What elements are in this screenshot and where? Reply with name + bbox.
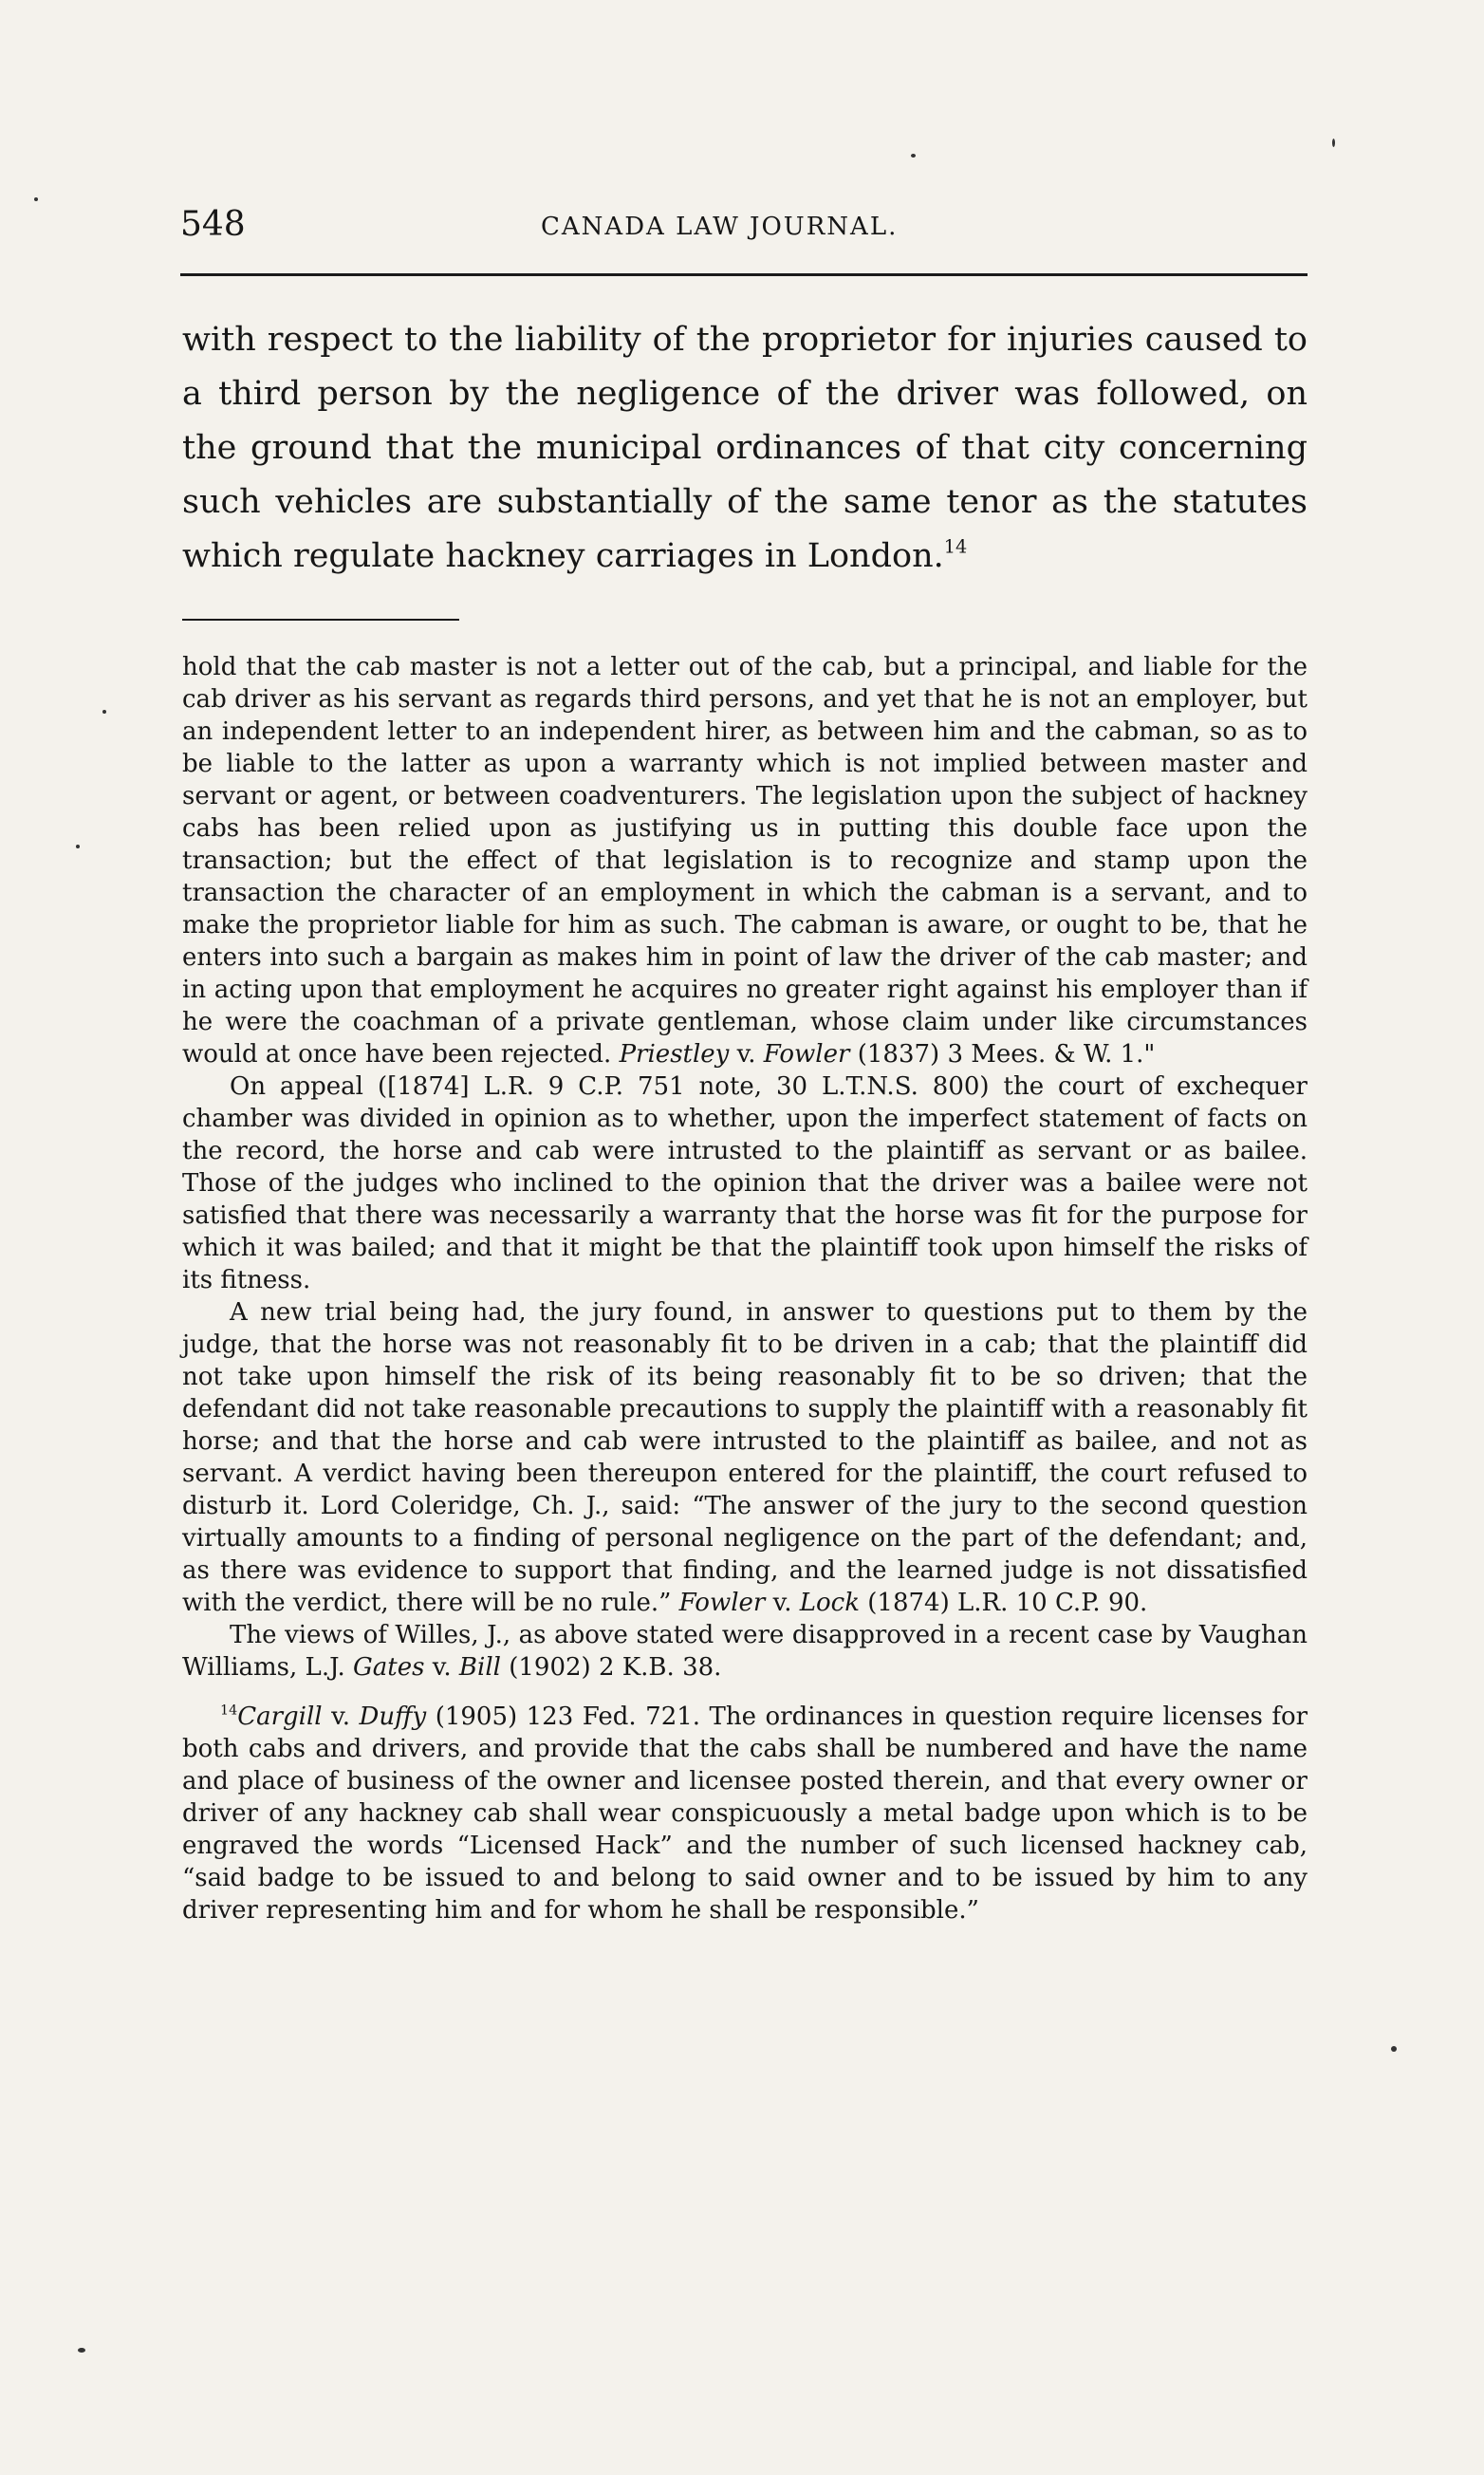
main-paragraph-text: with respect to the liability of the proprietor for injuries caused to a third person by the negligence of the driver was followed, on the ground that the municipal ordinances of that city concerning such vehicles are substantially of the same tenor as the statutes which regulate hackney carriages in London.: [182, 321, 1308, 575]
scan-speck: [911, 154, 916, 158]
footnote-appeal-text: On appeal ([1874] L.R. 9 C.P. 751 note, 30 L.T.N.S. 800) the court of exchequer chamber was divided in opinion as to whether, upon the imperfect statement of facts on the record, the horse and cab were intrusted to the plaintiff as servant or as bailee. Those of the judges who inclined to the opinion that the driver was a bailee were not satisfied that there was necessarily a warranty that the horse was fit for the purpose for which it was bailed; and that it might be that the plaintiff took upon himself the risks of its fitness.: [182, 1072, 1308, 1294]
footnote-reference: 14: [943, 535, 968, 558]
footnote-14: [182, 1701, 1308, 1926]
scan-speck: [1332, 139, 1335, 147]
footnotes: [182, 651, 1308, 1926]
footnote-appeal-paragraph: [182, 1070, 1308, 1296]
footnote-separator: [182, 619, 459, 621]
scan-speck: [78, 2348, 85, 2353]
case-versus: v.: [772, 1589, 792, 1617]
case-versus: v.: [432, 1653, 452, 1682]
running-head: CANADA LAW JOURNAL.: [541, 213, 899, 241]
case-name: Bill: [458, 1653, 501, 1682]
case-citation: (1837) 3 Mees. & W. 1.": [857, 1040, 1156, 1069]
scan-speck: [34, 197, 38, 201]
footnote-views-text: The views of Willes, J., as above stated were disapproved in a recent case by Vaughan Williams, L.J.: [182, 1621, 1308, 1682]
footnote-continuation: [182, 651, 1308, 1070]
case-name: Gates: [353, 1653, 425, 1682]
case-citation: (1902) 2 K.B. 38.: [509, 1653, 722, 1682]
case-name: Cargill: [237, 1703, 323, 1731]
main-paragraph: [182, 313, 1308, 584]
case-name: Lock: [799, 1589, 860, 1617]
footnote-views-paragraph: [182, 1619, 1308, 1684]
case-citation: (1874) L.R. 10 C.P. 90.: [867, 1589, 1148, 1617]
footnote-new-trial-text: A new trial being had, the jury found, in answer to questions put to them by the judge, that the horse was not reasonably fit to be driven in a cab; that the plaintiff did not take upon himself the risk of its being reasonably fit to be so driven; that the defendant did not take reasonable precautions to supply the plaintiff with a reasonably fit horse; and that the horse and cab were intrusted to the plaintiff as bailee, and not as servant. A verdict having been thereupon entered for the plaintiff, the court refused to disturb it. Lord Coleridge, Ch. J., said: “The answer of the jury to the second question virtually amounts to a finding of personal negligence on the part of the defendant; and, as there was evidence to support that finding, and the learned judge is not dissatisfied with the verdict, there will be no rule.”: [182, 1298, 1308, 1617]
case-name: Duffy: [359, 1703, 427, 1731]
header-rule: [180, 273, 1308, 276]
body-text: [182, 313, 1308, 584]
scan-speck: [1391, 2046, 1397, 2052]
case-name: Fowler: [763, 1040, 850, 1069]
page-number: 548: [180, 205, 246, 244]
scan-speck: [102, 710, 106, 714]
case-name: Fowler: [678, 1589, 766, 1617]
case-versus: v.: [736, 1040, 756, 1069]
scan-speck: [76, 845, 80, 848]
page-header: [180, 205, 1308, 252]
case-name: Priestley: [619, 1040, 730, 1069]
footnote-14-text: (1905) 123 Fed. 721. The ordinances in question require licenses for both cabs and drivers, and provide that the cabs shall be numbered and have the name and place of business of the owner and licensee posted therein, and that every owner or driver of any hackney cab shall wear conspicuously a metal badge upon which is to be engraved the words “Licensed Hack” and the number of such licensed hackney cab, “said badge to be issued to and belong to said owner and to be issued by him to any driver representing him and for whom he shall be responsible.”: [182, 1703, 1308, 1925]
footnote-new-trial-paragraph: [182, 1296, 1308, 1619]
footnote-marker: 14: [220, 1703, 238, 1719]
footnote-continuation-text: hold that the cab master is not a letter out of the cab, but a principal, and liable for the cab driver as his servant as regards third persons, and yet that he is not an employer, but an independent letter to an independent hirer, as between him and the cabman, so as to be liable to the latter as upon a warranty which is not implied between master and servant or agent, or between coadventurers. The legislation upon the subject of hackney cabs has been relied upon as justifying us in putting this double face upon the transaction; but the effect of that legislation is to recognize and stamp upon the transaction the character of an employment in which the cabman is a servant, and to make the proprietor liable for him as such. The cabman is aware, or ought to be, that he enters into such a bargain as makes him in point of law the driver of the cab master; and in acting upon that employment he acquires no greater right against his employer than if he were the coachman of a private gentleman, whose claim under like circumstances would at once have been rejected.: [182, 653, 1308, 1069]
case-versus: v.: [331, 1703, 350, 1731]
